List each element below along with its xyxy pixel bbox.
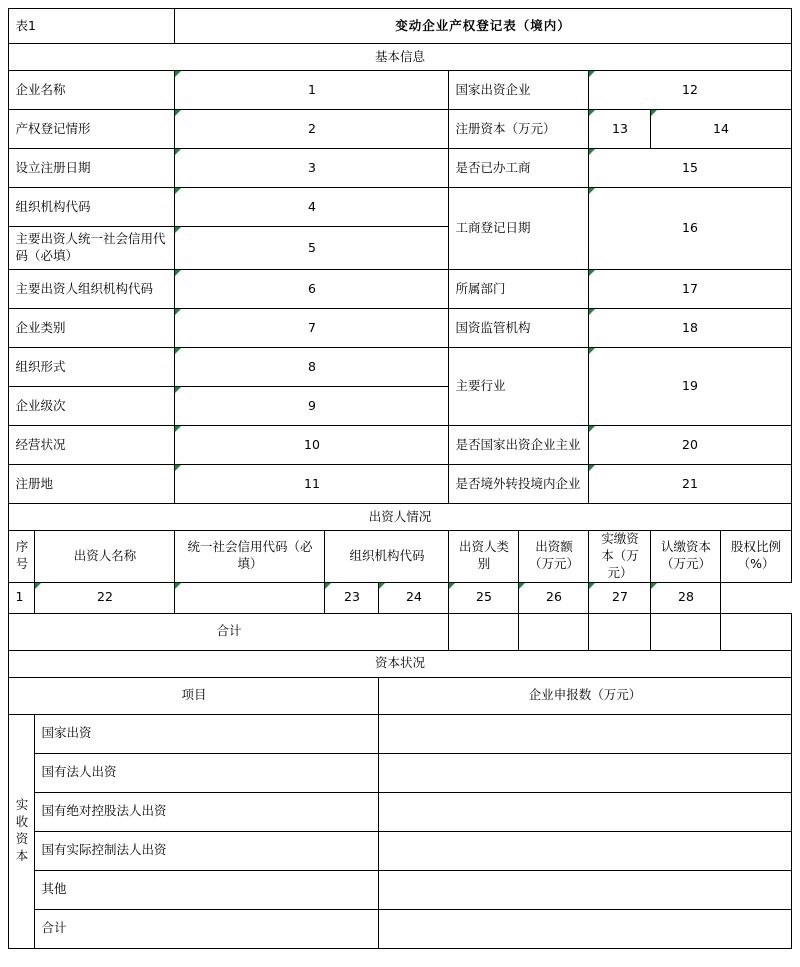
- table-row: [9, 582, 791, 613]
- field-value-enterprise-name[interactable]: 1: [175, 71, 449, 110]
- section-basic-info-row: [9, 44, 791, 71]
- field-label-department: 所属部门: [449, 270, 589, 309]
- field-value-business-registered[interactable]: 15: [589, 149, 791, 188]
- capital-item-total: 合计: [35, 909, 379, 948]
- cell-org-code[interactable]: 23: [325, 582, 379, 613]
- investor-total-equity-ratio[interactable]: [721, 613, 791, 650]
- field-value-registered-capital-b[interactable]: 14: [651, 110, 791, 149]
- field-label-organization-form: 组织形式: [9, 348, 175, 387]
- field-label-establishment-date: 设立注册日期: [9, 149, 175, 188]
- capital-value-absolute-holding[interactable]: [379, 792, 791, 831]
- field-value-establishment-date[interactable]: 3: [175, 149, 449, 188]
- field-value-organization-code[interactable]: 4: [175, 188, 449, 227]
- cell-investor-name[interactable]: 22: [35, 582, 175, 613]
- field-value-registered-capital-a[interactable]: 13: [589, 110, 651, 149]
- field-label-main-industry: 主要行业: [449, 348, 589, 426]
- field-label-registration-situation: 产权登记情形: [9, 110, 175, 149]
- table-row: [9, 71, 791, 110]
- field-value-registration-situation[interactable]: 2: [175, 110, 449, 149]
- table-row: [9, 348, 791, 387]
- field-label-main-investor-credit-code: 主要出资人统一社会信用代码（必填）: [9, 227, 175, 270]
- table-row: [9, 188, 791, 227]
- field-value-is-overseas-reinvested[interactable]: 21: [589, 465, 791, 504]
- section-capital-status: 资本状况: [9, 650, 791, 677]
- capital-value-other[interactable]: [379, 870, 791, 909]
- col-header-equity-ratio: 股权比例（%）: [721, 531, 791, 583]
- field-label-enterprise-category: 企业类别: [9, 309, 175, 348]
- col-header-investor-type: 出资人类别: [449, 531, 519, 583]
- capital-group-label-paid-in: 实收资本: [9, 714, 35, 948]
- cell-paid-in-capital[interactable]: 26: [519, 582, 589, 613]
- capital-header-row: [9, 677, 791, 714]
- field-label-business-registered: 是否已办工商: [449, 149, 589, 188]
- col-header-credit-code: 统一社会信用代码（必填）: [175, 531, 325, 583]
- capital-value-state-investment[interactable]: [379, 714, 791, 753]
- field-label-is-overseas-reinvested: 是否境外转投境内企业: [449, 465, 589, 504]
- table-row: [9, 149, 791, 188]
- field-value-main-industry[interactable]: 19: [589, 348, 791, 426]
- col-header-index: 序号: [9, 531, 35, 583]
- document-title: 变动企业产权登记表（境内）: [175, 9, 791, 44]
- capital-value-total[interactable]: [379, 909, 791, 948]
- cell-credit-code[interactable]: [175, 582, 325, 613]
- field-value-supervision-agency[interactable]: 18: [589, 309, 791, 348]
- field-label-operating-status: 经营状况: [9, 426, 175, 465]
- col-header-declared-amount: 企业申报数（万元）: [379, 677, 791, 714]
- field-value-department[interactable]: 17: [589, 270, 791, 309]
- table-row: [9, 426, 791, 465]
- title-row: [9, 9, 791, 44]
- capital-item-absolute-holding: 国有绝对控股法人出资: [35, 792, 379, 831]
- cell-investment-amount[interactable]: 25: [449, 582, 519, 613]
- field-label-organization-code: 组织机构代码: [9, 188, 175, 227]
- field-value-is-main-business[interactable]: 20: [589, 426, 791, 465]
- field-value-registered-place[interactable]: 11: [175, 465, 449, 504]
- field-label-business-registration-date: 工商登记日期: [449, 188, 589, 270]
- field-value-main-investor-org-code[interactable]: 6: [175, 270, 449, 309]
- col-header-investor-name: 出资人名称: [35, 531, 175, 583]
- table-row: [9, 831, 791, 870]
- field-value-state-invested-enterprise[interactable]: 12: [589, 71, 791, 110]
- cell-equity-ratio[interactable]: 28: [651, 582, 721, 613]
- field-label-is-main-business: 是否国家出资企业主业: [449, 426, 589, 465]
- table-row: [9, 465, 791, 504]
- investor-total-subscribed-capital[interactable]: [651, 613, 721, 650]
- capital-item-actual-control: 国有实际控制法人出资: [35, 831, 379, 870]
- field-label-state-invested-enterprise: 国家出资企业: [449, 71, 589, 110]
- capital-value-actual-control[interactable]: [379, 831, 791, 870]
- field-label-main-investor-org-code: 主要出资人组织机构代码: [9, 270, 175, 309]
- capital-item-other: 其他: [35, 870, 379, 909]
- investor-total-label: 合计: [9, 613, 449, 650]
- table-row: [9, 909, 791, 948]
- table-row: [9, 110, 791, 149]
- field-value-main-investor-credit-code[interactable]: 5: [175, 227, 449, 270]
- col-header-subscribed-capital: 认缴资本（万元）: [651, 531, 721, 583]
- investor-header-row: [9, 531, 791, 583]
- table-row: [9, 870, 791, 909]
- investor-total-type[interactable]: [449, 613, 519, 650]
- cell-subscribed-capital[interactable]: 27: [589, 582, 651, 613]
- section-investor: 出资人情况: [9, 504, 791, 531]
- table-row: [9, 753, 791, 792]
- capital-value-state-legal-person[interactable]: [379, 753, 791, 792]
- sheet-label: 表1: [9, 9, 175, 44]
- table-row: [9, 792, 791, 831]
- table-row: [9, 270, 791, 309]
- section-basic-info: 基本信息: [9, 44, 791, 71]
- field-label-enterprise-level: 企业级次: [9, 387, 175, 426]
- field-value-business-registration-date[interactable]: 16: [589, 188, 791, 270]
- investor-total-row: [9, 613, 791, 650]
- cell-index: 1: [9, 582, 35, 613]
- field-value-enterprise-category[interactable]: 7: [175, 309, 449, 348]
- field-value-organization-form[interactable]: 8: [175, 348, 449, 387]
- col-header-investment-amount: 出资额（万元）: [519, 531, 589, 583]
- field-label-registered-place: 注册地: [9, 465, 175, 504]
- capital-item-state-investment: 国家出资: [35, 714, 379, 753]
- field-label-enterprise-name: 企业名称: [9, 71, 175, 110]
- col-header-item: 项目: [9, 677, 379, 714]
- section-investor-row: [9, 504, 791, 531]
- col-header-paid-in-capital: 实缴资本（万元）: [589, 531, 651, 583]
- field-value-operating-status[interactable]: 10: [175, 426, 449, 465]
- property-rights-registration-form: [8, 8, 791, 949]
- table-row: [9, 714, 791, 753]
- field-label-supervision-agency: 国资监管机构: [449, 309, 589, 348]
- investor-total-investment-amount[interactable]: [519, 613, 589, 650]
- field-value-enterprise-level[interactable]: 9: [175, 387, 449, 426]
- col-header-org-code: 组织机构代码: [325, 531, 449, 583]
- cell-investor-type[interactable]: 24: [379, 582, 449, 613]
- section-capital-row: [9, 650, 791, 677]
- investor-total-paid-in-capital[interactable]: [589, 613, 651, 650]
- field-label-registered-capital: 注册资本（万元）: [449, 110, 589, 149]
- table-row: [9, 309, 791, 348]
- capital-item-state-legal-person: 国有法人出资: [35, 753, 379, 792]
